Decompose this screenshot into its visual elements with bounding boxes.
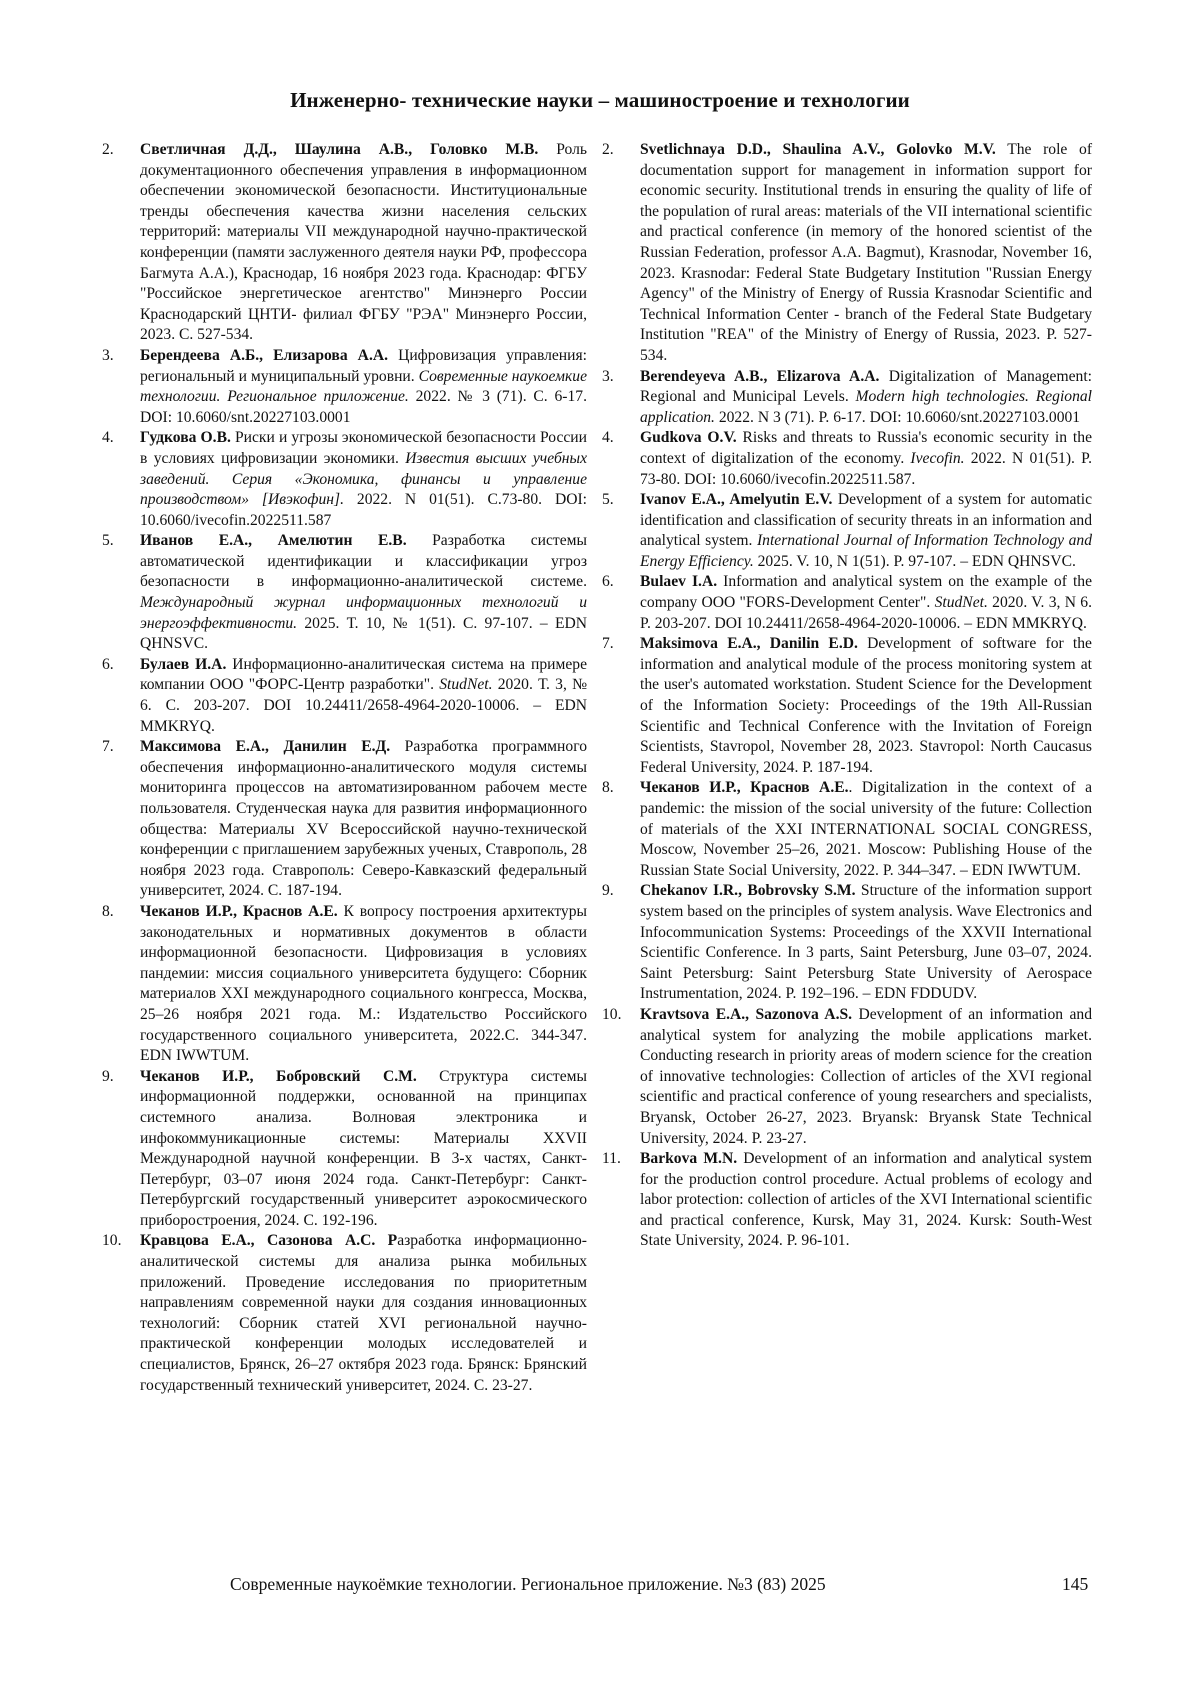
reference-authors: Ivanov E.A., Amelyutin E.V.	[640, 491, 833, 509]
reference-number: 8.	[602, 779, 614, 797]
reference-description: Development of an information and analytical system for analyzing the mobile applications market. Conducting research in priority areas of modern science for the creation of innovative technologies: Collection of articles of the XVI regional scientific and practical conference of young researchers and specialists, Bryansk, October 26-27, 2023. Bryansk: Bryansk State Technical University, 2024. P. 23-27.	[640, 1005, 1092, 1147]
reference-text	[140, 140, 587, 346]
reference-number: 11.	[602, 1150, 621, 1168]
reference-text	[640, 572, 1092, 634]
reference-number: 3.	[602, 367, 614, 385]
reference-details: 2022. № 3 (71). С. 6-17. DOI: 10.6060/snt.20227103.0001	[140, 388, 587, 426]
reference-item	[602, 1005, 1092, 1149]
reference-journal-title: International Journal of Information Technology and Energy Efficiency.	[640, 532, 1092, 570]
reference-description: Digitalization of Management: Regional and Municipal Levels.	[640, 367, 1092, 406]
reference-item	[602, 572, 1092, 634]
reference-details: 2020. V. 3, N 6. P. 203-207. DOI 10.24411/2658-4964-2020-10006. – EDN MMKRYQ.	[640, 594, 1092, 632]
reference-authors: Чеканов И.Р., Краснов А.Е.	[140, 902, 338, 920]
reference-authors: Гудкова О.В.	[140, 429, 231, 447]
journal-name: Современные наукоёмкие технологии. Региональное приложение. №3 (83) 2025	[230, 1574, 826, 1594]
reference-text	[140, 902, 587, 1067]
reference-item	[102, 346, 587, 428]
reference-number: 5.	[102, 532, 114, 550]
reference-number: 6.	[602, 573, 614, 591]
reference-number: 9.	[102, 1067, 114, 1085]
reference-authors: Максимова Е.А., Данилин Е.Д.	[140, 738, 391, 756]
reference-description: Цифровизация управления: региональный и муниципальный уровни.	[140, 346, 587, 385]
reference-text	[140, 737, 587, 902]
reference-text	[640, 778, 1092, 881]
reference-item	[602, 634, 1092, 778]
reference-item	[602, 367, 1092, 429]
reference-number: 4.	[102, 429, 114, 447]
reference-authors: Svetlichnaya D.D., Shaulina A.V., Golovko M.V.	[640, 141, 996, 158]
reference-number: 10.	[102, 1232, 122, 1250]
reference-item	[602, 1149, 1092, 1252]
reference-number: 5.	[602, 491, 614, 509]
reference-text	[640, 140, 1092, 367]
reference-description: Разработка программного обеспечения информационно-аналитического модуля системы мониторинга процессов на автоматизированном рабочем месте пользователя. Студенческая наука для развития информационного общества: Материалы XV Всероссийской научно-технической конференции с приглашением зарубежных ученых, Ставрополь, 28 ноября 2023 года. Ставрополь: Северо-Кавказский федеральный университет, 2024. С. 187-194.	[140, 738, 587, 900]
reference-text	[140, 655, 587, 737]
reference-description: The role of documentation support for management in information support for economic security. Institutional trends in ensuring the quality of life of the population of rural areas: materials of the VII international scientific and practical conference (in memory of the honored scientist of the Russian Federation, professor A.A. Bagmut), Krasnodar, November 16, 2023. Krasnodar: Federal State Budgetary Institution "Russian Energy Agency" of the Ministry of Energy of Russia Krasnodar Scientific and Technical Information Center - branch of the Federal State Budgetary Institution "REA" of the Ministry of Energy of Russia, 2023. P. 527-534.	[640, 141, 1093, 364]
reference-authors: Barkova M.N.	[640, 1150, 738, 1168]
reference-text	[640, 1005, 1092, 1149]
reference-text	[640, 367, 1092, 429]
reference-item	[602, 881, 1092, 1005]
reference-text	[640, 490, 1092, 572]
reference-number: 8.	[102, 902, 114, 920]
reference-journal-title: Известия высших учебных заведений. Серия «Экономика, финансы и управление производством» [Ивэкофин].	[140, 449, 588, 509]
reference-number: 2.	[602, 141, 614, 158]
reference-details: 2022. N 01(51). С.73-80. DOI: 10.6060/ivecofin.2022511.587	[140, 491, 588, 529]
reference-item	[102, 902, 587, 1067]
reference-text	[140, 531, 587, 655]
page-number: 145	[1062, 1574, 1089, 1594]
reference-item	[102, 140, 587, 346]
reference-number: 7.	[102, 738, 114, 756]
references-russian-column	[102, 140, 587, 1396]
reference-description: . Digitalization in the context of a pandemic: the mission of the social university of the future: Collection of materials of the XXI INTERNATIONAL SOCIAL CONGRESS, Moscow, November 25–26, 2021. Moscow: Publishing House of the Russian State Social University, 2022. P. 344–347. – EDN IWWTUM.	[640, 779, 1092, 879]
reference-authors: Кравцова Е.А., Сазонова А.С. Р	[140, 1232, 398, 1250]
reference-number: 7.	[602, 635, 614, 653]
references-english-column	[602, 140, 1092, 1252]
reference-description: Development of a system for automatic identification and classification of security threats in an information and analytical system.	[640, 491, 1093, 550]
reference-journal-title: StudNet.	[439, 676, 493, 694]
section-header: Инженерно- технические науки – машиностроение и технологии	[290, 88, 910, 112]
reference-details: 2022. N 01(51). P. 73-80. DOI: 10.6060/ivecofin.2022511.587.	[640, 449, 1092, 488]
reference-journal-title: Международный журнал информационных технологий и энергоэффективности.	[140, 594, 587, 632]
reference-authors: Gudkova O.V.	[640, 429, 737, 447]
reference-journal-title: StudNet.	[934, 594, 988, 612]
reference-number: 4.	[602, 429, 614, 447]
reference-description: Information and analytical system on the example of the company OOO "FORS-Development Center".	[640, 573, 1092, 612]
reference-description: Роль документационного обеспечения управления в информационном обеспечении экономической безопасности. Институциональные тренды обеспечения качества жизни населения сельских территорий: материалы VII международной научно-практической конференции (памяти заслуженного деятеля науки РФ, профессора Багмута А.А.), Краснодар, 16 ноября 2023 года. Краснодар: ФГБУ "Российское энергетическое агентство" Минэнерго России Краснодарский ЦНТИ- филиал ФГБУ "РЭА" Минэнерго России, 2023. С. 527-534.	[140, 141, 588, 344]
reference-text	[140, 1067, 587, 1232]
reference-item	[102, 1231, 587, 1396]
reference-text	[140, 1231, 587, 1396]
reference-description: Разработка системы автоматической идентификации и классификации угроз безопасности в информационно-аналитической системе.	[140, 532, 587, 591]
reference-journal-title: Modern high technologies. Regional application.	[640, 388, 1092, 426]
reference-item	[102, 531, 587, 655]
reference-authors: Иванов Е.А., Амелютин Е.В.	[140, 532, 407, 550]
reference-number: 3.	[102, 346, 114, 364]
reference-journal-title: Ivecofin.	[910, 449, 965, 467]
reference-text	[640, 881, 1092, 1005]
reference-number: 10.	[602, 1005, 622, 1023]
reference-authors: Светличная Д.Д., Шаулина А.В., Головко М.В.	[140, 141, 539, 158]
reference-authors: Чеканов И.Р., Краснов А.Е.	[640, 779, 849, 797]
reference-details: 2025. V. 10, N 1(51). P. 97-107. – EDN QHNSVC.	[753, 552, 1076, 570]
reference-text	[640, 428, 1092, 490]
reference-text	[140, 346, 587, 428]
reference-description: Structure of the information support system based on the principles of system analysis. Wave Electronics and Infocommunication Systems: Proceedings of the XXVII International Scientific Conference. In 3 parts, Saint Petersburg, June 03–07, 2024. Saint Petersburg: Saint Petersburg State University of Aerospace Instrumentation, 2024. P. 192–196. – EDN FDDUDV.	[640, 882, 1092, 1003]
reference-authors: Чеканов И.Р., Бобровский С.М.	[140, 1067, 417, 1085]
reference-authors: Berendeyeva A.B., Elizarova A.A.	[640, 367, 880, 385]
reference-item	[602, 428, 1092, 490]
reference-details: 2025. Т. 10, № 1(51). С. 97-107. – EDN QHNSVC.	[140, 614, 587, 653]
reference-description: азработка информационно-аналитической системы для анализа рынка мобильных приложений. Проведение исследования по приоритетным направлениям современной науки для создания инновационных технологий: Сборник статей XVI региональной научно-практической конференции молодых исследователей и специалистов, Брянск, 26–27 октября 2023 года. Брянск: Брянский государственный технический университет, 2024. С. 23-27.	[140, 1232, 587, 1394]
reference-details: 2022. N 3 (71). P. 6-17. DOI: 10.6060/snt.20227103.0001	[714, 408, 1081, 426]
reference-description: Структура системы информационной поддержки, основанной на принципах системного анализа. Волновая электроника и инфокоммуникационные системы: Материалы XXVII Международной научной конференции. В 3-х частях, Санкт-Петербург, 03–07 июня 2024 года. Санкт-Петербург: Санкт-Петербургский государственный университет аэрокосмического приборостроения, 2024. С. 192-196.	[140, 1067, 587, 1229]
reference-authors: Chekanov I.R., Bobrovsky S.M.	[640, 882, 856, 900]
reference-description: Development of software for the information and analytical module of the process monitoring system at the user's automated workstation. Student Science for the Development of the Information Society: Proceedings of the 19th All-Russian Scientific and Technical Conference with the Invitation of Foreign Scientists, Stavropol, November 28, 2023. Stavropol: North Caucasus Federal University, 2024. P. 187-194.	[640, 635, 1092, 776]
reference-number: 2.	[102, 141, 114, 158]
reference-number: 9.	[602, 882, 614, 900]
reference-description: Риски и угрозы экономической безопасности России в условиях цифровизации экономики.	[140, 429, 587, 467]
reference-text	[640, 634, 1092, 778]
reference-item	[102, 655, 587, 737]
reference-item	[602, 140, 1092, 367]
reference-item	[602, 490, 1092, 572]
reference-text	[140, 428, 587, 531]
reference-item	[102, 737, 587, 902]
reference-item	[102, 1067, 587, 1232]
reference-details: 2020. Т. 3, № 6. С. 203-207. DOI 10.24411/2658-4964-2020-10006. – EDN MMKRYQ.	[140, 676, 587, 735]
reference-description: Development of an information and analytical system for the production control procedure. Actual problems of ecology and labor protection: collection of articles of the XVI International scientific and practical conference, Kursk, May 31, 2024. Kursk: South-West State University, 2024. P. 96-101.	[640, 1150, 1092, 1250]
reference-item	[602, 778, 1092, 881]
reference-description: Risks and threats to Russia's economic security in the context of digitalization of the economy.	[640, 429, 1092, 467]
reference-journal-title: Современные наукоемкие технологии. Региональное приложение.	[140, 367, 588, 406]
reference-description: Информационно-аналитическая система на примере компании ООО "ФОРС-Центр разработки".	[140, 655, 587, 694]
reference-authors: Булаев И.А.	[140, 655, 227, 673]
reference-number: 6.	[102, 655, 114, 673]
reference-authors: Kravtsova E.A., Sazonova A.S.	[640, 1005, 853, 1023]
reference-item	[102, 428, 587, 531]
reference-authors: Maksimova E.A., Danilin E.D.	[640, 635, 858, 653]
reference-authors: Берендеева А.Б., Елизарова А.А.	[140, 346, 389, 364]
reference-description: К вопросу построения архитектуры законодательных и нормативных документов в области информационной безопасности. Цифровизация в условиях пандемии: миссия социального университета будущего: Сборник материалов XXI международного социального конгресса, Москва, 25–26 ноября 2021 года. М.: Издательство Российского государственного социального университета, 2022.С. 344-347. EDN IWWTUM.	[140, 902, 587, 1065]
reference-authors: Bulaev I.A.	[640, 573, 718, 591]
reference-text	[640, 1149, 1092, 1252]
